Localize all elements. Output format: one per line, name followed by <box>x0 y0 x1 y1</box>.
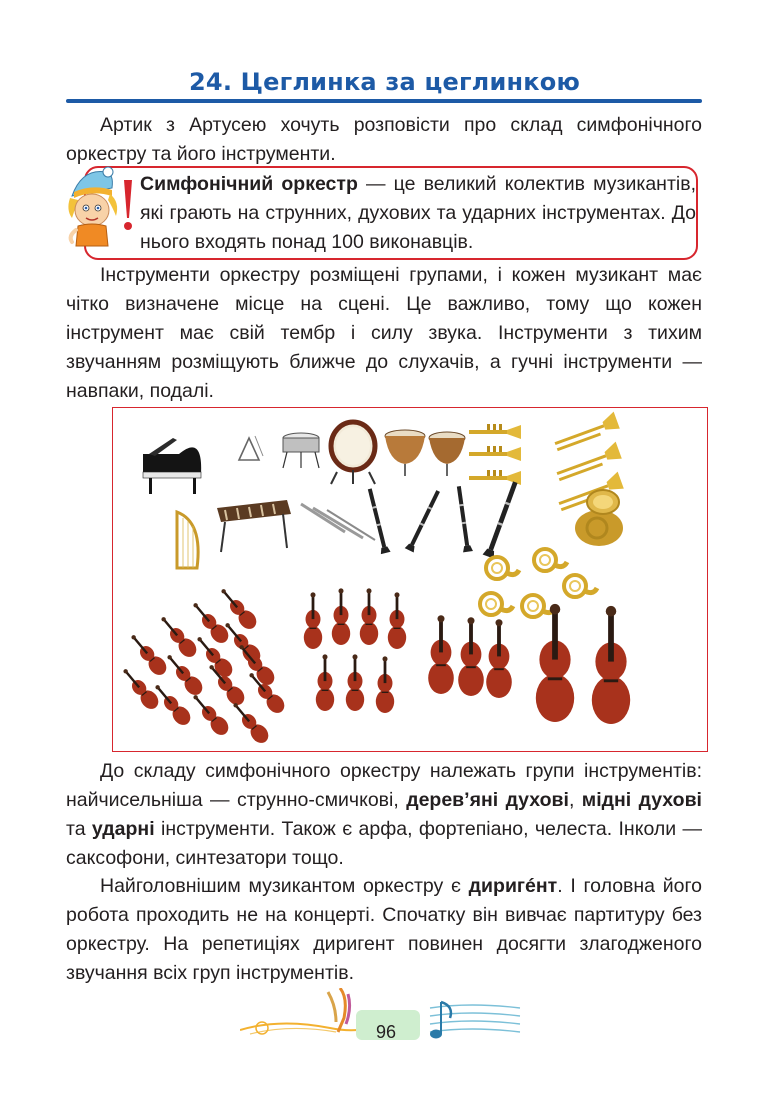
french-horns-icon <box>480 549 597 617</box>
grand-piano-icon <box>143 438 201 494</box>
intro-paragraph: Артик з Артусею хочуть розповісти про склад симфонічного оркестру та його інструменти. <box>66 114 702 165</box>
tuba-icon <box>575 490 623 546</box>
page-title: 24. Цеглинка за цеглинкою <box>189 68 580 96</box>
groups-paragraph: До складу симфонічного оркестру належать групи інструментів: найчисельніша — струнно-смичкові, дерев’яні духові, мідні духові та ударні інструменти. Також є арфа, фортепіано, челеста. Інколи — саксофони, синтезатори тощо. <box>66 760 702 869</box>
double-basses-icon <box>536 604 630 724</box>
snare-drum-icon <box>283 433 319 468</box>
bass-drum-icon <box>331 422 375 484</box>
definition-body: — це великий колектив музикантів, які грають на струнних, духових та ударних інструментах. До нього входять понад 100 виконавців. <box>140 173 696 253</box>
triangle-icon <box>239 436 263 460</box>
xylophone-icon <box>217 500 291 552</box>
placement-paragraph: Інструменти оркестру розміщені групами, і кожен музикант має чітко визначене місце на сцені. Це важливо, тому що кожен інструмент має свій тембр і силу звука. Інструменти з тихим звучанням розміщують ближче до слухачів, а гучні інструменти — навпаки, подалі. <box>66 264 702 402</box>
conductor-paragraph: Найголовнішим музикантом оркестру є диригéнт. І головна його робота проходить не на концерті. Спочатку він вивчає партитуру без оркестру. На репетиціях диригент повинен досягти злагодженого звучання всіх груп інструментів. <box>66 875 702 984</box>
definition-term: Симфонічний оркестр <box>140 173 358 195</box>
page-number: 96 <box>375 1022 397 1042</box>
title-underline <box>66 99 702 103</box>
woodwinds-icon <box>365 480 521 559</box>
cellos-icon <box>428 615 512 698</box>
mascot-artusya-icon <box>62 166 140 250</box>
harp-icon <box>177 512 198 568</box>
orchestra-instruments-illustration <box>112 407 708 752</box>
violas-icon <box>304 588 406 713</box>
timpani-icon <box>385 430 465 476</box>
flutes-icon <box>301 504 375 540</box>
definition-text <box>140 170 696 257</box>
violins-icon <box>118 584 288 746</box>
trumpets-icon <box>469 424 521 485</box>
